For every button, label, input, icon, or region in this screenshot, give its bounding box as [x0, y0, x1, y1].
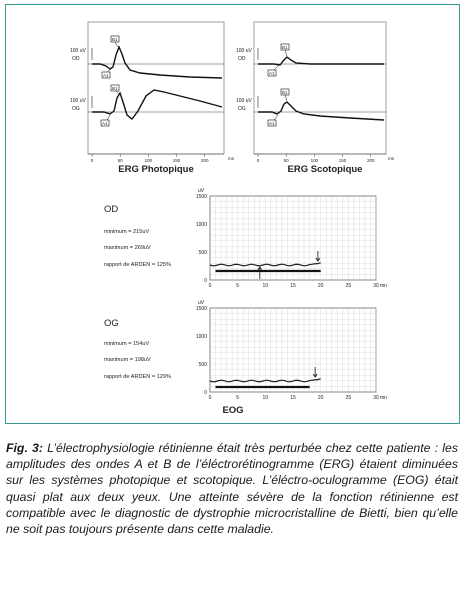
eog-og-y-tick-0: 1500: [195, 306, 207, 312]
eog-od-x-tick-3: 15: [290, 283, 296, 289]
photopic-og-marker-a-label: A1: [102, 121, 108, 126]
scotopic-og-scale: 100 uV: [236, 98, 252, 104]
eog-og-maximum: maximum = 198uV: [104, 357, 151, 363]
erg-photopic-panel: [70, 22, 235, 175]
eog-od-x-tick-0: 0: [208, 283, 212, 289]
eog-od-x-tick-1: 5: [236, 283, 240, 289]
eog-og-x-tick-4: 20: [317, 395, 324, 401]
photopic-x-tick-label-4: 200: [200, 158, 209, 163]
photopic-og-scale: 100 uV: [70, 98, 86, 104]
eog-od-x-unit: mn: [380, 283, 387, 289]
eog-og-y-tick-2: 500: [198, 362, 207, 368]
eog-od-maximum: maximum = 269uV: [104, 245, 151, 251]
eog-og-plot: [196, 306, 387, 401]
eog-og-x-tick-3: 15: [290, 395, 296, 401]
scotopic-od-marker-a-label: A1: [269, 71, 275, 76]
eog-og-y-tick-1: 1000: [195, 334, 207, 340]
erg-scotopic-title: ERG Scotopique: [287, 164, 363, 175]
scotopic-og-marker-a-label: A1: [269, 121, 275, 126]
photopic-x-tick-label-3: 150: [172, 158, 181, 163]
scotopic-x-ticks: [257, 154, 375, 163]
scotopic-od-marker-b-label: B1: [282, 45, 288, 50]
erg-photopic-title: ERG Photopique: [118, 164, 194, 175]
eog-od-arden: rapport de ARDEN = 125%: [104, 262, 172, 268]
photopic-od-marker-b-label: B1: [112, 37, 118, 42]
eog-og-x-tick-2: 10: [262, 395, 269, 401]
eog-od-y-tick-1: 1000: [195, 222, 207, 228]
eog-og-x-tick-1: 5: [236, 395, 240, 401]
photopic-od-scale: 100 uV: [70, 48, 86, 54]
scotopic-og-label: OG: [238, 106, 246, 112]
eog-od-y-tick-3: 0: [204, 278, 207, 284]
caption-text: L’électrophysiologie rétinienne était très perturbée chez cette patiente : les amplitudes des ondes A et B de l’éléctrorétinogramme (ERG) étaient diminuées sur les systèmes photopique et scotopique. L’éléctro-oculogramme (EOG) était quasi plat aux deux yeux. Une atteinte sévère de la fonction rétinienne est compatible avec le diagnostic de dystrophie microcristalline de Bietti, bien qu’elle ne soit pas toujours présente dans cette maladie.: [6, 441, 458, 537]
scotopic-x-tick-label-3: 150: [338, 158, 347, 163]
eog-od-eye-label: OD: [104, 204, 119, 215]
eog-og-y-tick-3: 0: [204, 390, 207, 396]
scotopic-x-tick-label-2: 100: [310, 158, 319, 163]
photopic-x-ticks: [91, 154, 209, 163]
eog-od-x-tick-5: 25: [345, 283, 352, 289]
eog-og-eye-label: OG: [104, 318, 119, 329]
scotopic-x-tick-label-4: 200: [366, 158, 375, 163]
eog-od-plot: [196, 194, 387, 289]
eog-od-x-tick-6: 30: [373, 283, 379, 289]
eog-og-x-tick-0: 0: [208, 395, 212, 401]
eog-og-x-tick-6: 30: [373, 395, 379, 401]
photopic-od-label: OD: [72, 56, 80, 62]
photopic-og-marker-b-label: B1: [112, 86, 118, 91]
scotopic-x-tick-label-1: 50: [283, 158, 289, 163]
eog-od-x-tick-2: 10: [262, 283, 269, 289]
erg-photopic-frame: [88, 22, 224, 154]
photopic-od-marker-a-label: A1: [103, 73, 109, 78]
eog-og-panel: [104, 300, 387, 401]
scotopic-x-tick-label-0: 0: [256, 158, 260, 163]
scotopic-x-unit: ms: [388, 156, 394, 161]
photopic-og-label: OG: [72, 106, 80, 112]
scotopic-og-marker-b-label: B1: [282, 90, 288, 95]
eog-og-minimum: minimum = 154uV: [104, 341, 150, 347]
scotopic-od-label: OD: [238, 56, 246, 62]
eog-od-y-unit: uV: [198, 188, 205, 194]
eog-og-x-tick-5: 25: [345, 395, 352, 401]
eog-od-panel: [104, 188, 387, 289]
eog-od-x-tick-4: 20: [317, 283, 324, 289]
caption-label: Fig. 3:: [6, 441, 43, 455]
eog-od-y-tick-2: 500: [198, 250, 207, 256]
photopic-x-tick-label-1: 50: [117, 158, 123, 163]
eog-og-arden: rapport de ARDEN = 129%: [104, 374, 172, 380]
eog-og-x-unit: mn: [380, 395, 387, 401]
erg-scotopic-panel: [236, 22, 395, 175]
eog-title: EOG: [222, 405, 244, 416]
erg-scotopic-frame: [254, 22, 386, 154]
eog-og-y-unit: uV: [198, 300, 205, 306]
figure-caption: [6, 440, 458, 537]
photopic-x-unit: ms: [228, 156, 234, 161]
scotopic-od-scale: 100 uV: [236, 48, 252, 54]
eog-od-y-tick-0: 1500: [195, 194, 207, 200]
photopic-x-tick-label-2: 100: [144, 158, 153, 163]
photopic-x-tick-label-0: 0: [90, 158, 94, 163]
eog-od-minimum: minimum = 215uV: [104, 229, 150, 235]
